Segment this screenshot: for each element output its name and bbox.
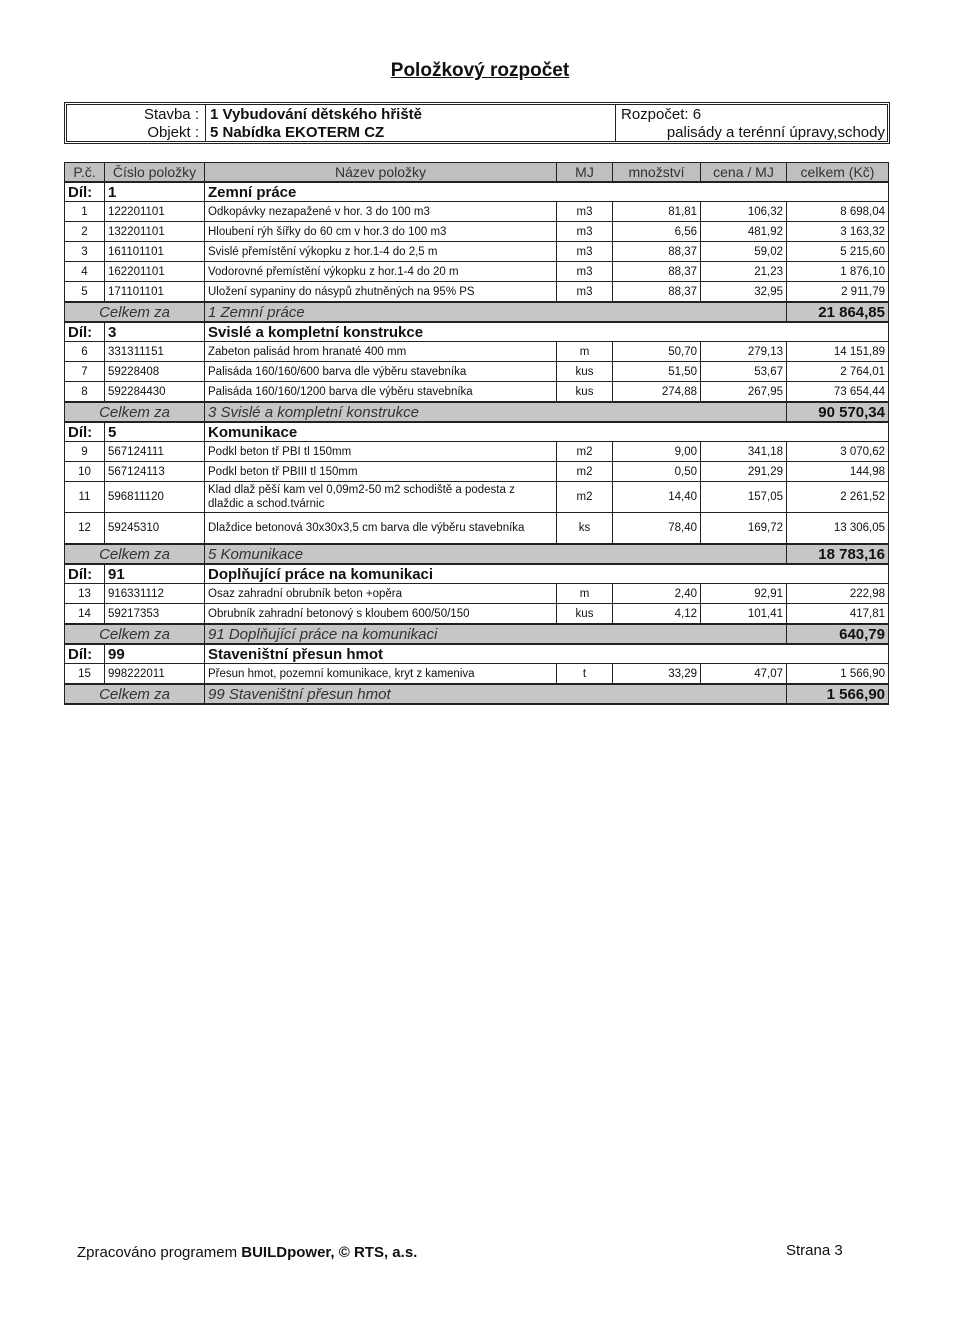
section-label: Díl: xyxy=(65,422,105,442)
item-unit: m2 xyxy=(557,462,613,482)
item-total: 2 911,79 xyxy=(787,282,889,303)
section-name: Komunikace xyxy=(205,422,889,442)
section-total-row xyxy=(65,624,889,644)
footer-page-number: Strana 3 xyxy=(786,1242,843,1259)
item-quantity: 274,88 xyxy=(613,382,701,403)
item-total: 5 215,60 xyxy=(787,242,889,262)
item-unit: m3 xyxy=(557,282,613,303)
stavba-label: Stavba : xyxy=(143,106,199,123)
item-number: 11 xyxy=(65,482,105,513)
objekt-value: 5 Nabídka EKOTERM CZ xyxy=(210,124,385,141)
item-quantity: 88,37 xyxy=(613,242,701,262)
item-number: 4 xyxy=(65,262,105,282)
item-number: 12 xyxy=(65,513,105,545)
section-total-label: Celkem za xyxy=(65,302,205,322)
item-quantity: 51,50 xyxy=(613,362,701,382)
item-code: 171101101 xyxy=(105,282,205,303)
item-code: 59217353 xyxy=(105,604,205,625)
item-number: 3 xyxy=(65,242,105,262)
section-total-label: Celkem za xyxy=(65,684,205,704)
section-total-name: 1 Zemní práce xyxy=(205,302,787,322)
column-header: celkem (Kč) xyxy=(787,163,889,183)
section-name: Svislé a kompletní konstrukce xyxy=(205,322,889,342)
item-code: 331311151 xyxy=(105,342,205,362)
item-unit-price: 106,32 xyxy=(701,202,787,222)
item-unit: m3 xyxy=(557,262,613,282)
column-header: Číslo položky xyxy=(105,163,205,183)
item-quantity: 14,40 xyxy=(613,482,701,513)
item-unit-price: 291,29 xyxy=(701,462,787,482)
table-row xyxy=(65,262,889,282)
item-unit-price: 169,72 xyxy=(701,513,787,545)
column-header: MJ xyxy=(557,163,613,183)
item-quantity: 2,40 xyxy=(613,584,701,604)
section-label: Díl: xyxy=(65,564,105,584)
item-total: 2 764,01 xyxy=(787,362,889,382)
header-box xyxy=(64,102,890,144)
item-name: Svislé přemístění výkopku z hor.1-4 do 2,5 m xyxy=(205,242,557,262)
item-unit: kus xyxy=(557,604,613,625)
item-unit-price: 279,13 xyxy=(701,342,787,362)
item-name: Přesun hmot, pozemní komunikace, kryt z kameniva xyxy=(205,664,557,685)
section-total-label: Celkem za xyxy=(65,544,205,564)
objekt-label: Objekt : xyxy=(147,124,199,141)
item-number: 15 xyxy=(65,664,105,685)
column-header-row xyxy=(65,163,889,183)
column-header: Název položky xyxy=(205,163,557,183)
table-row xyxy=(65,442,889,462)
item-name: Osaz zahradní obrubník beton +opěra xyxy=(205,584,557,604)
item-quantity: 78,40 xyxy=(613,513,701,545)
item-quantity: 88,37 xyxy=(613,262,701,282)
item-code: 161101101 xyxy=(105,242,205,262)
item-number: 10 xyxy=(65,462,105,482)
item-unit: kus xyxy=(557,362,613,382)
section-header-row xyxy=(65,644,889,664)
section-number: 99 xyxy=(105,644,205,664)
section-total-name: 99 Staveništní přesun hmot xyxy=(205,684,787,704)
item-name: Zabeton palisád hrom hranaté 400 mm xyxy=(205,342,557,362)
table-row xyxy=(65,513,889,545)
item-number: 13 xyxy=(65,584,105,604)
item-name: Palisáda 160/160/1200 barva dle výběru stavebníka xyxy=(205,382,557,403)
section-header-row xyxy=(65,182,889,202)
item-unit: kus xyxy=(557,382,613,403)
item-name: Dlaždice betonová 30x30x3,5 cm barva dle výběru stavebníka xyxy=(205,513,557,545)
item-unit: m xyxy=(557,584,613,604)
item-quantity: 0,50 xyxy=(613,462,701,482)
item-number: 9 xyxy=(65,442,105,462)
item-unit: m2 xyxy=(557,482,613,513)
table-row xyxy=(65,342,889,362)
section-number: 3 xyxy=(105,322,205,342)
section-header-row xyxy=(65,422,889,442)
item-unit-price: 53,67 xyxy=(701,362,787,382)
item-code: 998222011 xyxy=(105,664,205,685)
section-header-row xyxy=(65,322,889,342)
item-name: Palisáda 160/160/600 barva dle výběru stavebníka xyxy=(205,362,557,382)
section-name: Zemní práce xyxy=(205,182,889,202)
section-total-row xyxy=(65,544,889,564)
table-row xyxy=(65,222,889,242)
section-label: Díl: xyxy=(65,182,105,202)
header-divider xyxy=(615,105,616,141)
item-unit-price: 47,07 xyxy=(701,664,787,685)
item-total: 1 876,10 xyxy=(787,262,889,282)
item-number: 8 xyxy=(65,382,105,403)
item-unit-price: 21,23 xyxy=(701,262,787,282)
item-unit-price: 157,05 xyxy=(701,482,787,513)
item-unit-price: 59,02 xyxy=(701,242,787,262)
item-number: 7 xyxy=(65,362,105,382)
section-name: Staveništní přesun hmot xyxy=(205,644,889,664)
table-row xyxy=(65,282,889,303)
section-total-row xyxy=(65,684,889,704)
item-total: 8 698,04 xyxy=(787,202,889,222)
header-divider xyxy=(205,105,206,141)
item-total: 3 163,32 xyxy=(787,222,889,242)
item-unit-price: 481,92 xyxy=(701,222,787,242)
table-row xyxy=(65,584,889,604)
item-number: 1 xyxy=(65,202,105,222)
page-title: Položkový rozpočet xyxy=(390,60,570,81)
section-total-row xyxy=(65,402,889,422)
table-row xyxy=(65,482,889,513)
item-name: Vodorovné přemístění výkopku z hor.1-4 do 20 m xyxy=(205,262,557,282)
item-code: 59228408 xyxy=(105,362,205,382)
item-name: Uložení sypaniny do násypů zhutněných na 95% PS xyxy=(205,282,557,303)
column-header: P.č. xyxy=(65,163,105,183)
item-unit-price: 341,18 xyxy=(701,442,787,462)
column-header: cena / MJ xyxy=(701,163,787,183)
item-code: 567124113 xyxy=(105,462,205,482)
item-name: Podkl beton tř PBI tl 150mm xyxy=(205,442,557,462)
footer-brand: BUILDpower, © RTS, a.s. xyxy=(241,1244,418,1261)
item-quantity: 9,00 xyxy=(613,442,701,462)
section-label: Díl: xyxy=(65,322,105,342)
table-row xyxy=(65,664,889,685)
item-unit: m xyxy=(557,342,613,362)
section-total-value: 18 783,16 xyxy=(787,544,889,564)
rozpocet-label: Rozpočet: 6 xyxy=(621,106,702,123)
item-total: 3 070,62 xyxy=(787,442,889,462)
item-number: 6 xyxy=(65,342,105,362)
section-total-value: 21 864,85 xyxy=(787,302,889,322)
stavba-value: 1 Vybudování dětského hřiště xyxy=(210,106,422,123)
item-total: 13 306,05 xyxy=(787,513,889,545)
section-total-value: 640,79 xyxy=(787,624,889,644)
section-total-value: 1 566,90 xyxy=(787,684,889,704)
item-number: 14 xyxy=(65,604,105,625)
item-unit: ks xyxy=(557,513,613,545)
item-code: 592284430 xyxy=(105,382,205,403)
item-total: 2 261,52 xyxy=(787,482,889,513)
section-name: Doplňující práce na komunikaci xyxy=(205,564,889,584)
item-name: Hloubení rýh šířky do 60 cm v hor.3 do 100 m3 xyxy=(205,222,557,242)
footer-program xyxy=(77,1244,417,1261)
item-total: 1 566,90 xyxy=(787,664,889,685)
item-quantity: 33,29 xyxy=(613,664,701,685)
section-number: 1 xyxy=(105,182,205,202)
item-code: 916331112 xyxy=(105,584,205,604)
item-code: 596811120 xyxy=(105,482,205,513)
section-total-value: 90 570,34 xyxy=(787,402,889,422)
item-unit: m2 xyxy=(557,442,613,462)
item-name: Obrubník zahradní betonový s kloubem 600/50/150 xyxy=(205,604,557,625)
item-unit-price: 32,95 xyxy=(701,282,787,303)
table-row xyxy=(65,202,889,222)
column-header: množství xyxy=(613,163,701,183)
item-name: Podkl beton tř PBIII tl 150mm xyxy=(205,462,557,482)
item-number: 5 xyxy=(65,282,105,303)
item-code: 162201101 xyxy=(105,262,205,282)
table-row xyxy=(65,362,889,382)
item-quantity: 50,70 xyxy=(613,342,701,362)
table-row xyxy=(65,242,889,262)
section-header-row xyxy=(65,564,889,584)
section-total-name: 91 Doplňující práce na komunikaci xyxy=(205,624,787,644)
item-unit: m3 xyxy=(557,242,613,262)
items-table xyxy=(64,162,889,705)
section-number: 5 xyxy=(105,422,205,442)
item-total: 417,81 xyxy=(787,604,889,625)
item-code: 567124111 xyxy=(105,442,205,462)
item-unit: m3 xyxy=(557,222,613,242)
item-name: Odkopávky nezapažené v hor. 3 do 100 m3 xyxy=(205,202,557,222)
item-quantity: 81,81 xyxy=(613,202,701,222)
section-number: 91 xyxy=(105,564,205,584)
section-total-name: 5 Komunikace xyxy=(205,544,787,564)
item-number: 2 xyxy=(65,222,105,242)
item-unit-price: 92,91 xyxy=(701,584,787,604)
section-total-label: Celkem za xyxy=(65,402,205,422)
item-code: 122201101 xyxy=(105,202,205,222)
item-unit-price: 101,41 xyxy=(701,604,787,625)
item-unit: m3 xyxy=(557,202,613,222)
rozpocet-value: palisády a terénní úpravy,schody xyxy=(666,124,885,141)
section-label: Díl: xyxy=(65,644,105,664)
item-unit-price: 267,95 xyxy=(701,382,787,403)
table-row xyxy=(65,462,889,482)
item-unit: t xyxy=(557,664,613,685)
item-total: 144,98 xyxy=(787,462,889,482)
item-quantity: 6,56 xyxy=(613,222,701,242)
item-total: 73 654,44 xyxy=(787,382,889,403)
section-total-name: 3 Svislé a kompletní konstrukce xyxy=(205,402,787,422)
item-quantity: 88,37 xyxy=(613,282,701,303)
item-total: 14 151,89 xyxy=(787,342,889,362)
item-total: 222,98 xyxy=(787,584,889,604)
item-code: 132201101 xyxy=(105,222,205,242)
item-code: 59245310 xyxy=(105,513,205,545)
section-total-label: Celkem za xyxy=(65,624,205,644)
section-total-row xyxy=(65,302,889,322)
item-name: Klad dlaž pěší kam vel 0,09m2-50 m2 schodiště a podesta z dlaždic a schod.tvárnic xyxy=(205,482,557,513)
table-row xyxy=(65,382,889,403)
footer-prefix: Zpracováno programem xyxy=(77,1244,242,1261)
item-quantity: 4,12 xyxy=(613,604,701,625)
table-row xyxy=(65,604,889,625)
